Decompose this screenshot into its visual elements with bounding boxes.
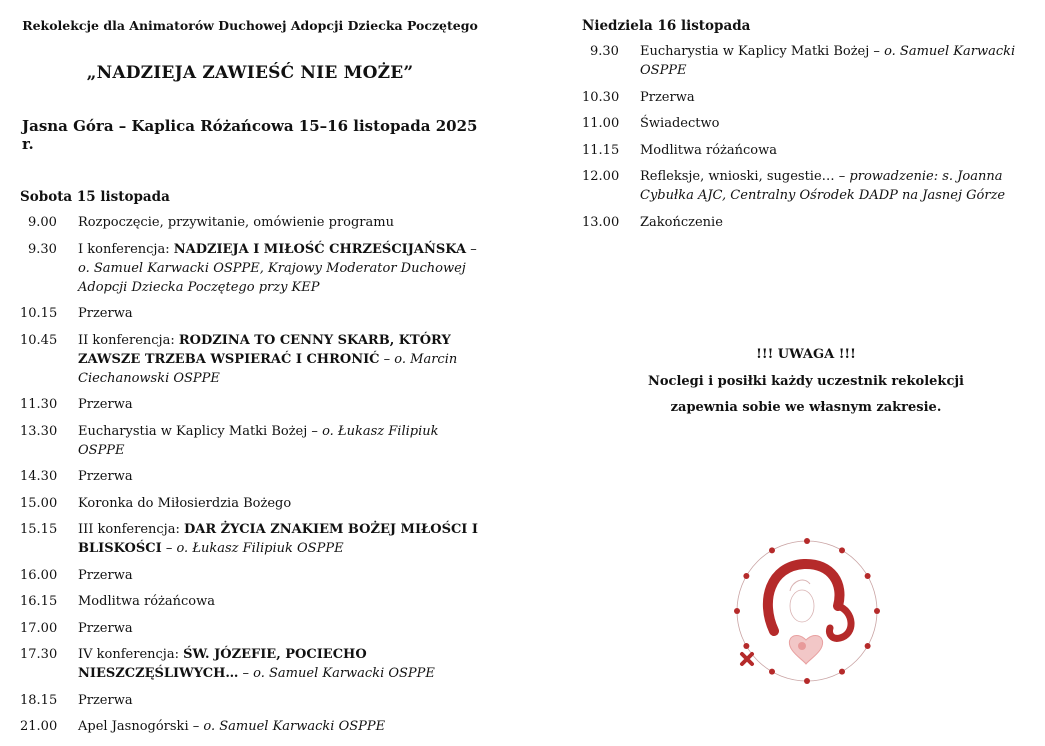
schedule-description	[640, 42, 1032, 80]
schedule-time: 11.30	[20, 397, 58, 412]
logo-dot	[839, 547, 845, 553]
conference-title: RODZINA TO CENNY SKARB, KTÓRY ZAWSZE TRZEBA WSPIERAĆ I CHRONIĆ	[78, 332, 451, 367]
schedule-time: 10.15	[20, 306, 58, 321]
description-text: III konferencja:	[78, 522, 184, 537]
speaker-name: o. Samuel Karwacki OSPPE, Krajowy Moderator Duchowej Adopcji Dziecka Poczętego przy KEP	[78, 260, 466, 295]
schedule-description	[78, 467, 480, 486]
logo-dot	[743, 643, 749, 649]
description-text: Modlitwa różańcowa	[78, 594, 216, 609]
logo-dot	[865, 643, 871, 649]
schedule-time: 17.00	[20, 620, 58, 636]
schedule-time: 12.00	[582, 169, 620, 184]
speaker-name: o. Marcin Ciechanowski OSPPE	[78, 351, 458, 386]
schedule-time: 15.15	[20, 522, 58, 537]
schedule-description	[78, 717, 480, 736]
description-text: Przerwa	[78, 469, 133, 484]
schedule-time: 9.30	[28, 241, 57, 257]
conference-title: NADZIEJA I MIŁOŚĆ CHRZEŚCIJAŃSKA	[173, 241, 467, 257]
schedule-row	[20, 717, 480, 736]
logo-dot	[874, 608, 880, 614]
schedule-description	[78, 645, 480, 683]
logo-dot	[769, 547, 775, 553]
schedule-time: 13.00	[582, 214, 620, 230]
description-text: Refleksje, wnioski, sugestie… –	[640, 169, 850, 184]
description-text: Przerwa	[78, 306, 133, 321]
schedule-row	[582, 42, 1032, 80]
schedule-description	[78, 494, 480, 513]
schedule-time: 10.45	[20, 332, 58, 348]
schedule-row	[582, 88, 1032, 107]
logo-dot	[769, 669, 775, 675]
speaker-name: prowadzenie: s. Joanna Cybułka AJC, Centralny Ośrodek DADP na Jasnej Górze	[640, 169, 1006, 203]
description-text: Zakończenie	[640, 214, 723, 230]
description-text: Eucharystia w Kaplicy Matki Bożej –	[78, 423, 323, 439]
description-text: –	[161, 541, 177, 556]
description-text: Świadectwo	[640, 116, 720, 131]
schedule-description	[78, 304, 480, 323]
schedule-time: 11.00	[582, 116, 620, 131]
schedule-row	[20, 331, 480, 388]
description-text: IV konferencja:	[78, 647, 184, 662]
schedule-row	[20, 691, 480, 710]
schedule-row	[20, 240, 480, 297]
schedule-row	[20, 422, 480, 460]
schedule-time: 17.30	[20, 647, 58, 662]
speaker-name: o. Samuel Karwacki OSPPE	[640, 44, 1016, 78]
schedule-row	[582, 114, 1032, 133]
logo-dot	[804, 538, 810, 544]
schedule-description	[640, 213, 1032, 232]
schedule-row	[20, 304, 480, 323]
dadp-logo-icon	[732, 536, 882, 686]
schedule-time: 10.30	[582, 89, 620, 105]
schedule-description	[78, 331, 480, 388]
saturday-heading: Sobota 15 listopada	[20, 189, 170, 205]
description-text: Przerwa	[78, 620, 133, 636]
schedule-time: 13.30	[20, 423, 58, 439]
schedule-description	[78, 566, 480, 585]
schedule-row	[20, 645, 480, 683]
schedule-description	[78, 619, 480, 638]
logo-dot	[839, 669, 845, 675]
logo-dot	[743, 573, 749, 579]
description-text: Apel Jasnogórski –	[78, 719, 204, 734]
sunday-heading: Niedziela 16 listopada	[582, 18, 751, 34]
description-text: Przerwa	[78, 567, 133, 583]
description-text: Przerwa	[78, 692, 133, 708]
place-and-date: Jasna Góra – Kaplica Różańcowa 15–16 listopada 2025 r.	[22, 117, 478, 153]
schedule-time: 14.30	[20, 469, 58, 484]
description-text: –	[466, 241, 477, 257]
right-column	[582, 14, 1032, 239]
schedule-description	[78, 691, 480, 710]
schedule-row	[582, 167, 1032, 205]
description-text: Koronka do Miłosierdzia Bożego	[78, 495, 292, 511]
notice-box	[620, 342, 992, 422]
schedule-time: 18.15	[20, 692, 58, 708]
description-text: II konferencja:	[78, 332, 179, 348]
left-column	[20, 14, 480, 744]
schedule-time: 16.15	[20, 594, 58, 609]
schedule-description	[78, 213, 480, 232]
schedule-row	[20, 619, 480, 638]
schedule-description	[640, 88, 1032, 107]
logo-dot	[804, 678, 810, 684]
description-text: Przerwa	[640, 89, 695, 105]
description-text: –	[379, 351, 395, 367]
schedule-row	[20, 566, 480, 585]
schedule-description	[640, 167, 1032, 205]
organizer-title: Rekolekcje dla Animatorów Duchowej Adopcji Dziecka Poczętego	[22, 18, 478, 33]
schedule-row	[20, 592, 480, 611]
saturday-schedule	[20, 213, 480, 736]
sunday-schedule	[582, 42, 1032, 232]
description-text: I konferencja:	[78, 241, 174, 257]
schedule-description	[78, 422, 480, 460]
description-text: –	[238, 666, 254, 681]
schedule-description	[640, 114, 1032, 133]
conference-title: ŚW. JÓZEFIE, POCIECHO NIESZCZĘŚLIWYCH…	[78, 647, 367, 681]
description-text: Przerwa	[78, 397, 133, 412]
schedule-row	[20, 467, 480, 486]
notice-line-1: Noclegi i posiłki każdy uczestnik rekolekcji	[647, 373, 964, 389]
conference-title: DAR ŻYCIA ZNAKIEM BOŻEJ MIŁOŚCI I BLISKOŚCI	[78, 522, 478, 556]
description-text: Modlitwa różańcowa	[640, 142, 778, 158]
schedule-row	[20, 395, 480, 414]
schedule-row	[20, 213, 480, 232]
speaker-name: o. Samuel Karwacki OSPPE	[253, 666, 435, 681]
description-text: Eucharystia w Kaplicy Matki Bożej –	[640, 44, 885, 59]
logo-dot	[865, 573, 871, 579]
schedule-description	[78, 395, 480, 414]
schedule-row	[582, 141, 1032, 160]
schedule-row	[20, 494, 480, 513]
schedule-description	[640, 141, 1032, 160]
notice-line-2: zapewnia sobie we własnym zakresie.	[670, 400, 942, 415]
schedule-time: 9.30	[590, 44, 619, 59]
speaker-name: o. Łukasz Filipiuk OSPPE	[176, 541, 344, 556]
schedule-description	[78, 520, 480, 558]
schedule-description	[78, 592, 480, 611]
logo-dot	[734, 608, 740, 614]
schedule-time: 9.00	[28, 215, 57, 230]
notice-heading: !!! UWAGA !!!	[756, 347, 856, 362]
speaker-name: o. Łukasz Filipiuk OSPPE	[78, 423, 439, 458]
schedule-time: 16.00	[20, 567, 58, 583]
speaker-name: o. Samuel Karwacki OSPPE	[203, 719, 386, 734]
retreat-title: „NADZIEJA ZAWIEŚĆ NIE MOŻE”	[86, 63, 414, 83]
schedule-time: 11.15	[582, 142, 620, 158]
schedule-time: 21.00	[20, 719, 58, 734]
description-text: Rozpoczęcie, przywitanie, omówienie programu	[78, 215, 394, 230]
schedule-row	[582, 213, 1032, 232]
schedule-description	[78, 240, 480, 297]
schedule-time: 15.00	[20, 495, 58, 511]
schedule-row	[20, 520, 480, 558]
